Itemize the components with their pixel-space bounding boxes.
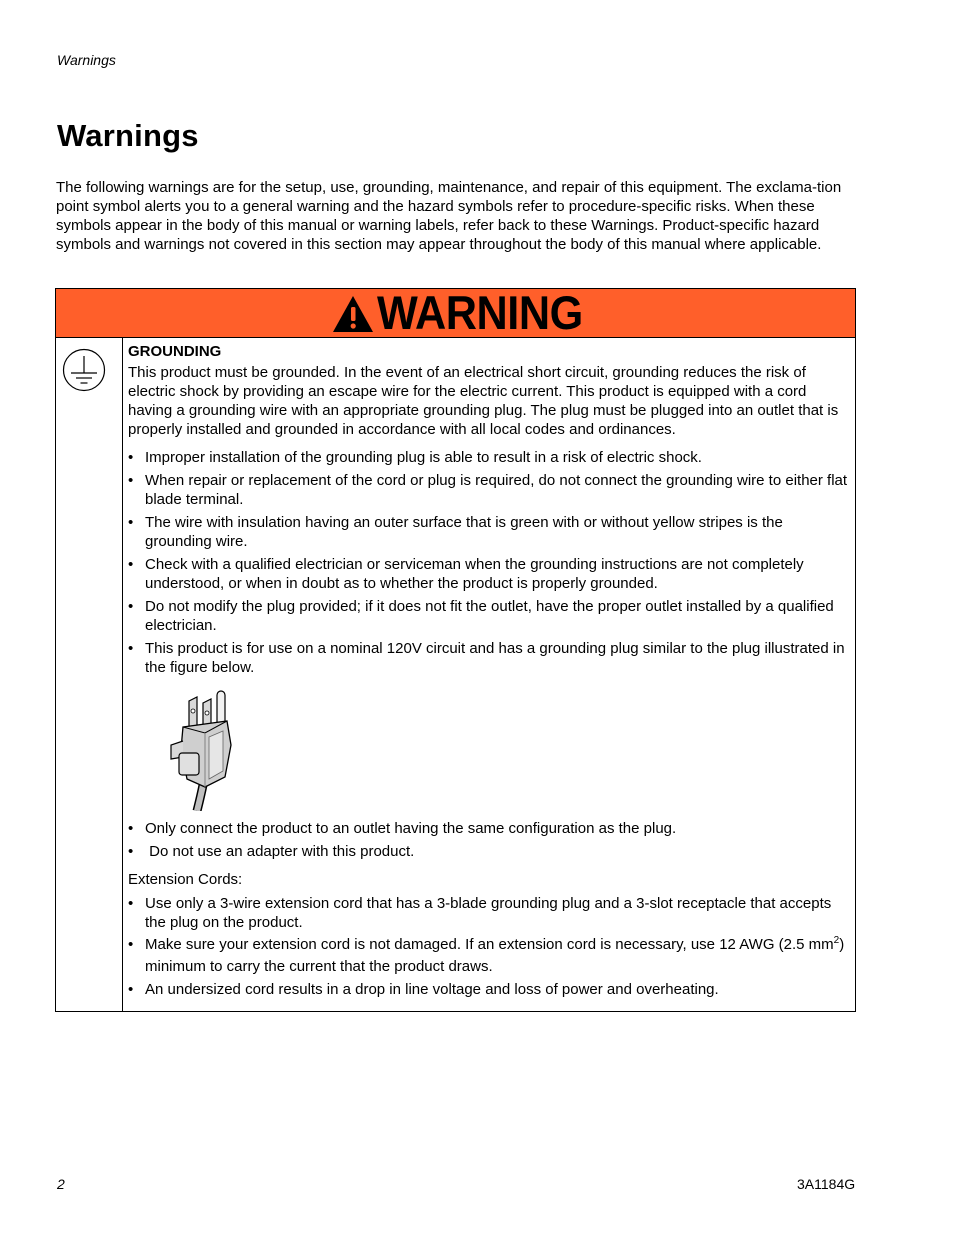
list-item: • The wire with insulation having an outer surface that is green with or without yellow stripes is the grounding wire. — [128, 513, 852, 551]
list-item: • This product is for use on a nominal 120V circuit and has a grounding plug similar to the plug illustrated in the figure below. — [128, 639, 852, 677]
list-item: • Do not use an adapter with this product. — [128, 842, 852, 861]
list-item: • An undersized cord results in a drop in line voltage and loss of power and overheating. — [128, 980, 852, 999]
extension-bullet-list — [128, 894, 852, 999]
awg-superscript: 2 — [833, 935, 840, 946]
hazard-icon-column — [56, 337, 123, 1011]
page-number: 2 — [57, 1176, 65, 1192]
outlet-bullet-list — [128, 819, 852, 861]
intro-paragraph: The following warnings are for the setup, use, grounding, maintenance, and repair of this equipment. The exclama-tion point symbol alerts you to a general warning and the hazard symbols refer to procedure-specific risks. When these symbols appear in the body of this manual or warning labels, refer back to these Warnings. Product-specific hazard symbols and warnings not covered in this section may appear throughout the body of this manual where applicable. — [56, 179, 842, 253]
running-head: Warnings — [57, 52, 116, 68]
warning-triangle-icon — [331, 294, 375, 334]
list-item: • Use only a 3-wire extension cord that has a 3-blade grounding plug and a 3-slot receptacle that accepts the plug on the product. — [128, 894, 852, 932]
list-item: • Improper installation of the grounding plug is able to result in a risk of electric shock. — [128, 448, 852, 467]
warning-banner-text: WARNING — [376, 286, 583, 339]
section-title-grounding: GROUNDING — [128, 343, 222, 360]
warning-banner — [56, 286, 855, 339]
awg-text-pre: Make sure your extension cord is not damaged. If an extension cord is necessary, use 12 AWG (2.5 mm — [145, 936, 834, 953]
grounding-bullet-list — [128, 448, 852, 677]
warning-box — [55, 288, 856, 1012]
extension-cords-label: Extension Cords: — [128, 871, 243, 888]
page-title: Warnings — [57, 118, 199, 153]
grounding-paragraph: This product must be grounded. In the event of an electrical short circuit, grounding reduces the risk of electric shock by providing an escape wire for the electric current. This product is equipped with a cord having a grounding wire with an appropriate grounding plug. The plug must be plugged into an outlet that is properly installed and grounded in accordance with all local codes and ordinances. — [128, 364, 839, 438]
list-item — [128, 934, 852, 978]
list-item: • Check with a qualified electrician or serviceman when the grounding instructions are not completely understood, or when in doubt as to whether the product is properly grounded. — [128, 555, 852, 593]
list-item: • Only connect the product to an outlet having the same configuration as the plug. — [128, 819, 852, 838]
plug-illustration — [165, 687, 245, 811]
list-item: • When repair or replacement of the cord or plug is required, do not connect the grounding wire to either flat blade terminal. — [128, 471, 852, 509]
warning-content — [128, 337, 852, 999]
plug-figure — [128, 677, 852, 819]
list-item: • Do not modify the plug provided; if it does not fit the outlet, have the proper outlet installed by a qualified electrician. — [128, 597, 852, 635]
ground-symbol-icon — [62, 348, 106, 392]
document-code: 3A1184G — [797, 1176, 856, 1192]
awg-text-post: ) minimum to carry the current that the product draws. — [145, 936, 845, 975]
